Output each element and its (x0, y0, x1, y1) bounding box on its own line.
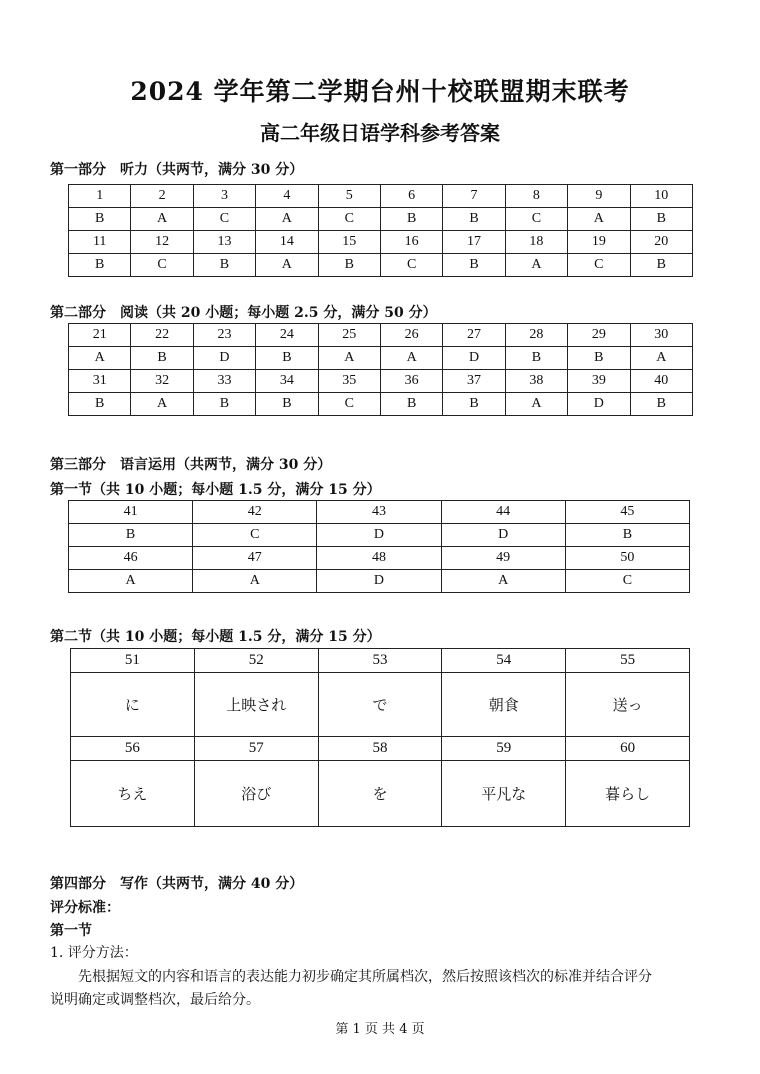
question-number-cell: 15 (318, 231, 380, 254)
question-number-row (71, 737, 690, 761)
question-number-cell: 54 (442, 649, 566, 673)
question-number-cell: 35 (318, 370, 380, 393)
answer-cell: を (318, 761, 442, 827)
part3-section1-heading: 第一节（共 10 小题；每小题 1.5 分，满分 15 分） (50, 482, 381, 498)
part3-section1-answer-table (68, 500, 690, 593)
question-number-cell: 31 (69, 370, 131, 393)
question-number-cell: 47 (193, 547, 317, 570)
question-number-cell: 52 (194, 649, 318, 673)
question-number-cell: 59 (442, 737, 566, 761)
scoring-criteria-label: 评分标准： (50, 900, 120, 916)
question-number-cell: 33 (193, 370, 255, 393)
question-number-cell: 19 (568, 231, 630, 254)
scoring-method-label: 1. 评分方法： (50, 945, 138, 961)
answer-cell: A (131, 393, 193, 416)
answer-cell: B (69, 393, 131, 416)
question-number-cell: 25 (318, 324, 380, 347)
part2-answer-table (68, 323, 693, 416)
part1-heading: 第一部分 听力（共两节，满分 30 分） (50, 162, 304, 178)
question-number-cell: 17 (443, 231, 505, 254)
question-number-cell: 18 (505, 231, 567, 254)
scoring-paragraph-line1: 先根据短文的内容和语言的表达能力初步确定其所属档次，然后按照该档次的标准并结合评分 (78, 969, 652, 985)
answer-cell: に (71, 673, 195, 737)
question-number-cell: 41 (69, 501, 193, 524)
answer-cell: B (630, 254, 692, 277)
question-number-cell: 24 (256, 324, 318, 347)
answer-cell: B (630, 208, 692, 231)
page-number-footer: 第 1 页 共 4 页 (335, 1022, 425, 1037)
part4-heading: 第四部分 写作（共两节，满分 40 分） (50, 876, 304, 892)
answer-cell: B (318, 254, 380, 277)
question-number-cell: 3 (193, 185, 255, 208)
answer-row (69, 208, 693, 231)
answer-cell: A (256, 208, 318, 231)
document-subtitle: 高二年级日语学科参考答案 (260, 121, 500, 145)
question-number-cell: 11 (69, 231, 131, 254)
answer-cell: B (69, 208, 131, 231)
question-number-cell: 4 (256, 185, 318, 208)
answer-cell: B (256, 393, 318, 416)
question-number-cell: 40 (630, 370, 692, 393)
answer-cell: ちえ (71, 761, 195, 827)
question-number-row (69, 501, 690, 524)
answer-cell: C (193, 524, 317, 547)
answer-cell: B (443, 393, 505, 416)
question-number-cell: 44 (441, 501, 565, 524)
answer-row (69, 347, 693, 370)
question-number-cell: 58 (318, 737, 442, 761)
question-number-cell: 14 (256, 231, 318, 254)
answer-cell: B (69, 254, 131, 277)
answer-cell: A (380, 347, 442, 370)
question-number-cell: 51 (71, 649, 195, 673)
question-number-cell: 38 (505, 370, 567, 393)
answer-cell: D (317, 570, 441, 593)
answer-row (69, 570, 690, 593)
answer-cell: A (441, 570, 565, 593)
question-number-cell: 50 (565, 547, 689, 570)
question-number-cell: 7 (443, 185, 505, 208)
question-number-cell: 45 (565, 501, 689, 524)
answer-cell: C (565, 570, 689, 593)
answer-cell: B (193, 393, 255, 416)
question-number-cell: 1 (69, 185, 131, 208)
question-number-cell: 30 (630, 324, 692, 347)
question-number-row (69, 231, 693, 254)
answer-cell: C (568, 254, 630, 277)
scoring-paragraph-line2: 说明确定或调整档次，最后给分。 (50, 992, 260, 1008)
question-number-cell: 27 (443, 324, 505, 347)
question-number-cell: 16 (380, 231, 442, 254)
question-number-cell: 48 (317, 547, 441, 570)
answer-cell: A (193, 570, 317, 593)
answer-cell: A (568, 208, 630, 231)
answer-cell: B (69, 524, 193, 547)
answer-cell: 上映され (194, 673, 318, 737)
answer-cell: D (193, 347, 255, 370)
question-number-cell: 12 (131, 231, 193, 254)
answer-row (69, 393, 693, 416)
question-number-cell: 43 (317, 501, 441, 524)
question-number-row (69, 324, 693, 347)
answer-row (71, 761, 690, 827)
question-number-cell: 2 (131, 185, 193, 208)
answer-row (69, 254, 693, 277)
question-number-cell: 34 (256, 370, 318, 393)
answer-cell: A (505, 254, 567, 277)
question-number-row (69, 547, 690, 570)
answer-cell: D (443, 347, 505, 370)
question-number-row (69, 185, 693, 208)
question-number-cell: 39 (568, 370, 630, 393)
question-number-cell: 13 (193, 231, 255, 254)
part3-section2-heading: 第二节（共 10 小题；每小题 1.5 分，满分 15 分） (50, 629, 381, 645)
answer-cell: 平凡な (442, 761, 566, 827)
question-number-cell: 20 (630, 231, 692, 254)
question-number-cell: 57 (194, 737, 318, 761)
answer-cell: A (256, 254, 318, 277)
question-number-cell: 36 (380, 370, 442, 393)
question-number-cell: 56 (71, 737, 195, 761)
answer-row (69, 524, 690, 547)
answer-cell: C (318, 393, 380, 416)
answer-cell: A (131, 208, 193, 231)
question-number-cell: 29 (568, 324, 630, 347)
answer-cell: A (505, 393, 567, 416)
answer-cell: A (69, 570, 193, 593)
part3-section2-answer-table (70, 648, 690, 827)
answer-cell: 暮らし (566, 761, 690, 827)
answer-cell: B (380, 208, 442, 231)
answer-cell: C (193, 208, 255, 231)
answer-cell: B (630, 393, 692, 416)
answer-cell: A (630, 347, 692, 370)
question-number-row (69, 370, 693, 393)
answer-cell: A (318, 347, 380, 370)
answer-cell: で (318, 673, 442, 737)
question-number-cell: 49 (441, 547, 565, 570)
part4-section1-label: 第一节 (50, 923, 92, 939)
question-number-row (71, 649, 690, 673)
answer-cell: B (256, 347, 318, 370)
answer-cell: 送っ (566, 673, 690, 737)
question-number-cell: 23 (193, 324, 255, 347)
answer-cell: B (443, 208, 505, 231)
answer-cell: B (193, 254, 255, 277)
answer-cell: B (505, 347, 567, 370)
answer-cell: D (568, 393, 630, 416)
part1-answer-table (68, 184, 693, 277)
answer-cell: C (505, 208, 567, 231)
question-number-cell: 8 (505, 185, 567, 208)
document-title: 2024 学年第二学期台州十校联盟期末联考 (130, 77, 630, 106)
part2-heading: 第二部分 阅读（共 20 小题；每小题 2.5 分，满分 50 分） (50, 305, 437, 321)
question-number-cell: 10 (630, 185, 692, 208)
question-number-cell: 32 (131, 370, 193, 393)
answer-cell: B (568, 347, 630, 370)
question-number-cell: 37 (443, 370, 505, 393)
answer-cell: B (565, 524, 689, 547)
question-number-cell: 42 (193, 501, 317, 524)
answer-cell: C (318, 208, 380, 231)
question-number-cell: 9 (568, 185, 630, 208)
answer-cell: 朝食 (442, 673, 566, 737)
question-number-cell: 46 (69, 547, 193, 570)
part3-heading: 第三部分 语言运用（共两节，满分 30 分） (50, 457, 332, 473)
answer-row (71, 673, 690, 737)
answer-cell: B (380, 393, 442, 416)
answer-cell: D (317, 524, 441, 547)
question-number-cell: 5 (318, 185, 380, 208)
question-number-cell: 6 (380, 185, 442, 208)
answer-cell: C (380, 254, 442, 277)
question-number-cell: 55 (566, 649, 690, 673)
question-number-cell: 53 (318, 649, 442, 673)
question-number-cell: 28 (505, 324, 567, 347)
question-number-cell: 60 (566, 737, 690, 761)
question-number-cell: 21 (69, 324, 131, 347)
answer-cell: 浴び (194, 761, 318, 827)
answer-cell: B (443, 254, 505, 277)
answer-cell: C (131, 254, 193, 277)
question-number-cell: 22 (131, 324, 193, 347)
answer-cell: A (69, 347, 131, 370)
answer-cell: B (131, 347, 193, 370)
answer-cell: D (441, 524, 565, 547)
question-number-cell: 26 (380, 324, 442, 347)
